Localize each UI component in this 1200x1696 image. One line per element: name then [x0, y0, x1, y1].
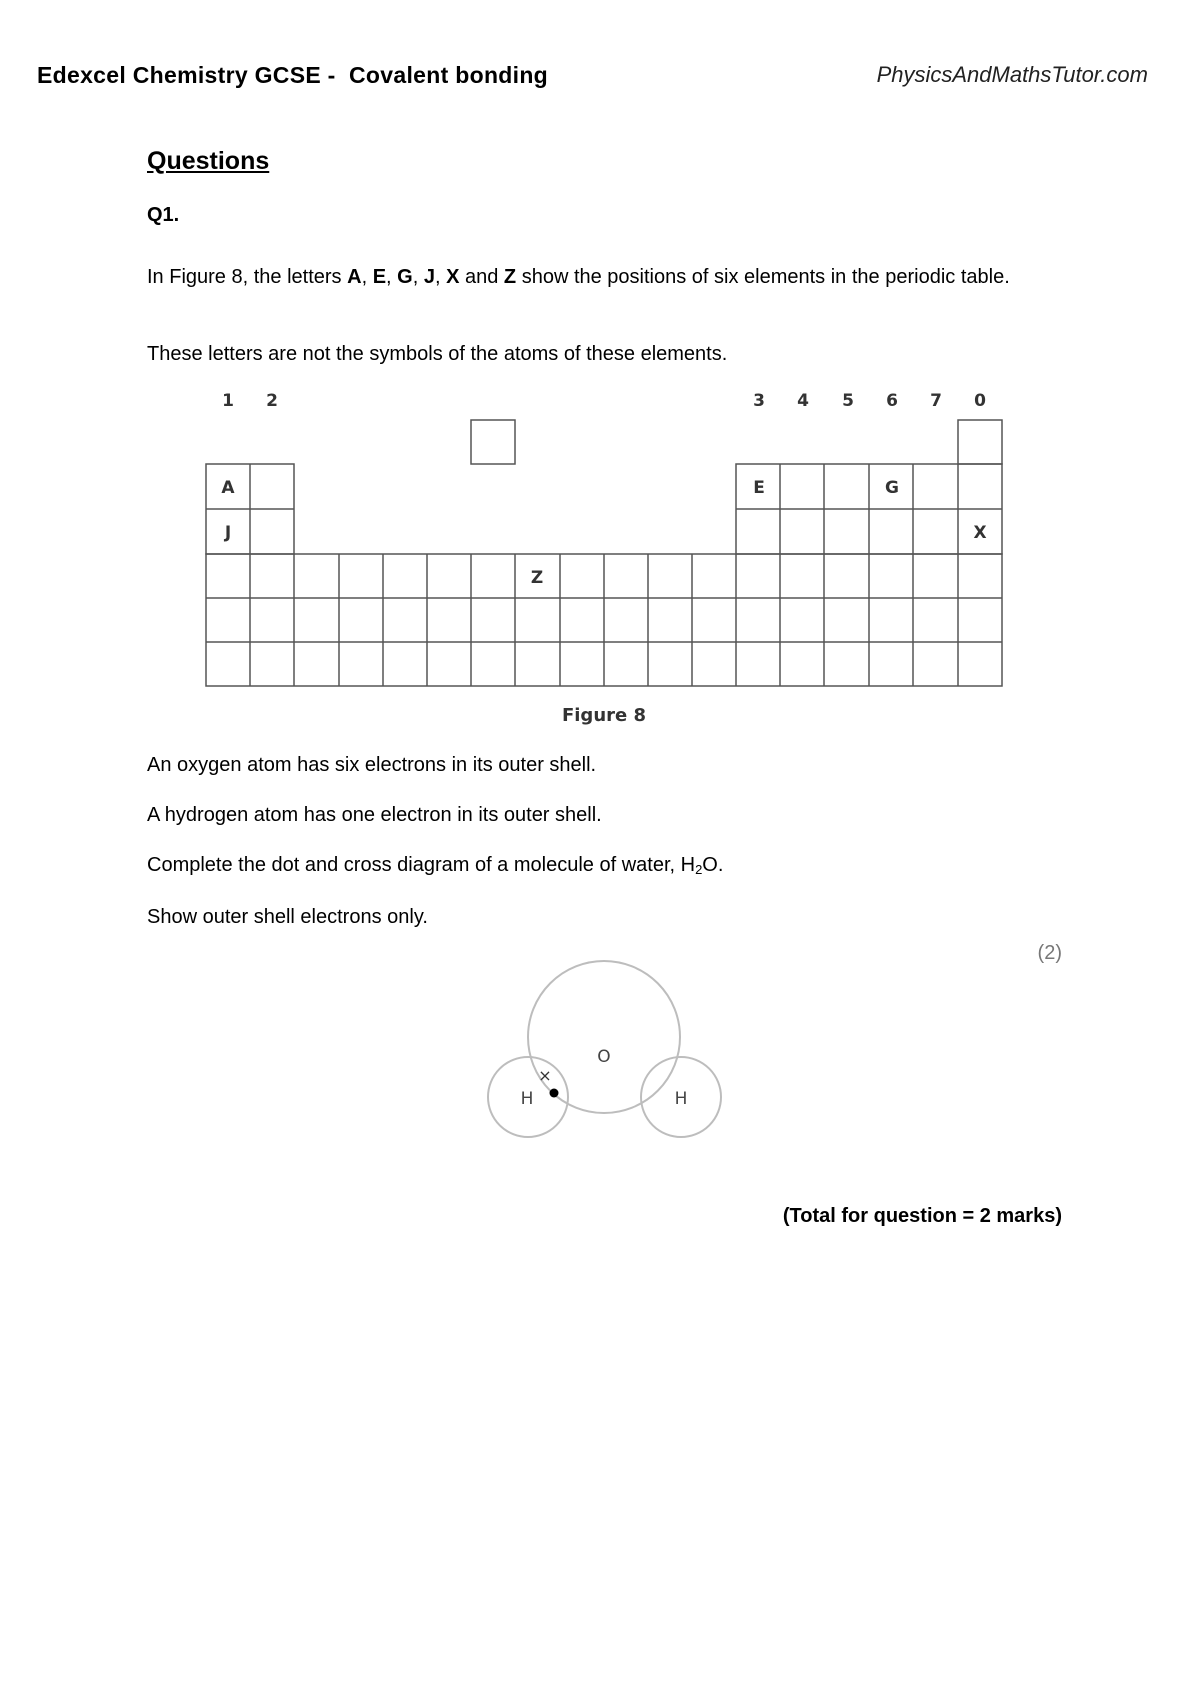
group-label: 5	[842, 391, 854, 411]
group-label: 3	[753, 391, 765, 411]
letter-G: G	[397, 266, 413, 288]
instruction-outer-shell: Show outer shell electrons only.	[147, 906, 428, 928]
electron-cross-icon: ×	[538, 1066, 552, 1085]
header-title: Edexcel Chemistry GCSE - Covalent bonding	[37, 62, 549, 88]
element-Z: Z	[530, 568, 544, 588]
hydrogen-label-left: H	[520, 1089, 534, 1109]
and: and	[459, 266, 504, 288]
letter-A: A	[347, 266, 362, 288]
intro-text-end: show the positions of six elements in the periodic table.	[516, 266, 1010, 288]
sep: ,	[412, 266, 424, 288]
letter-X: X	[446, 266, 460, 288]
letter-J: J	[423, 266, 435, 288]
element-G: G	[885, 478, 899, 498]
periodic-table-figure	[0, 0, 1200, 740]
element-A: A	[221, 478, 235, 498]
group-label: 0	[974, 391, 986, 411]
instruction-text: Complete the dot and cross diagram of a molecule of water, H	[147, 854, 696, 876]
note-text: These letters are not the symbols of the atoms of these elements.	[147, 343, 728, 365]
marks-label: (2)	[1037, 942, 1062, 964]
group-label: 4	[797, 391, 809, 411]
instruction-complete	[147, 853, 1067, 882]
hydrogen-label-right: H	[674, 1089, 688, 1109]
group-label: 6	[886, 391, 898, 411]
element-J: J	[224, 523, 232, 543]
subscript-2: 2	[695, 862, 703, 877]
intro-text-start: In Figure 8, the letters	[147, 266, 348, 288]
group-label: 7	[930, 391, 942, 411]
figure-caption: Figure 8	[561, 705, 647, 726]
element-E: E	[753, 478, 765, 498]
oxygen-label: O	[597, 1047, 611, 1067]
section-title: Questions	[147, 147, 270, 175]
element-X: X	[973, 523, 987, 543]
sep: ,	[386, 266, 398, 288]
sep: ,	[434, 266, 447, 288]
letter-E: E	[372, 266, 387, 288]
sep: ,	[361, 266, 373, 288]
hydrogen-box	[471, 420, 515, 464]
water-dot-cross-diagram	[470, 960, 730, 1145]
helium-box	[958, 420, 1002, 464]
instruction-end: O.	[702, 854, 724, 876]
group-label: 1	[222, 391, 234, 411]
total-marks: (Total for question = 2 marks)	[782, 1205, 1062, 1227]
oxygen-statement: An oxygen atom has six electrons in its outer shell.	[147, 754, 597, 776]
hydrogen-statement: A hydrogen atom has one electron in its outer shell.	[147, 804, 602, 826]
electron-dot-icon	[550, 1089, 559, 1098]
question-number: Q1.	[147, 204, 180, 226]
header-site: PhysicsAndMathsTutor.com	[876, 62, 1148, 87]
letter-Z: Z	[503, 266, 517, 288]
group-label: 2	[266, 391, 278, 411]
